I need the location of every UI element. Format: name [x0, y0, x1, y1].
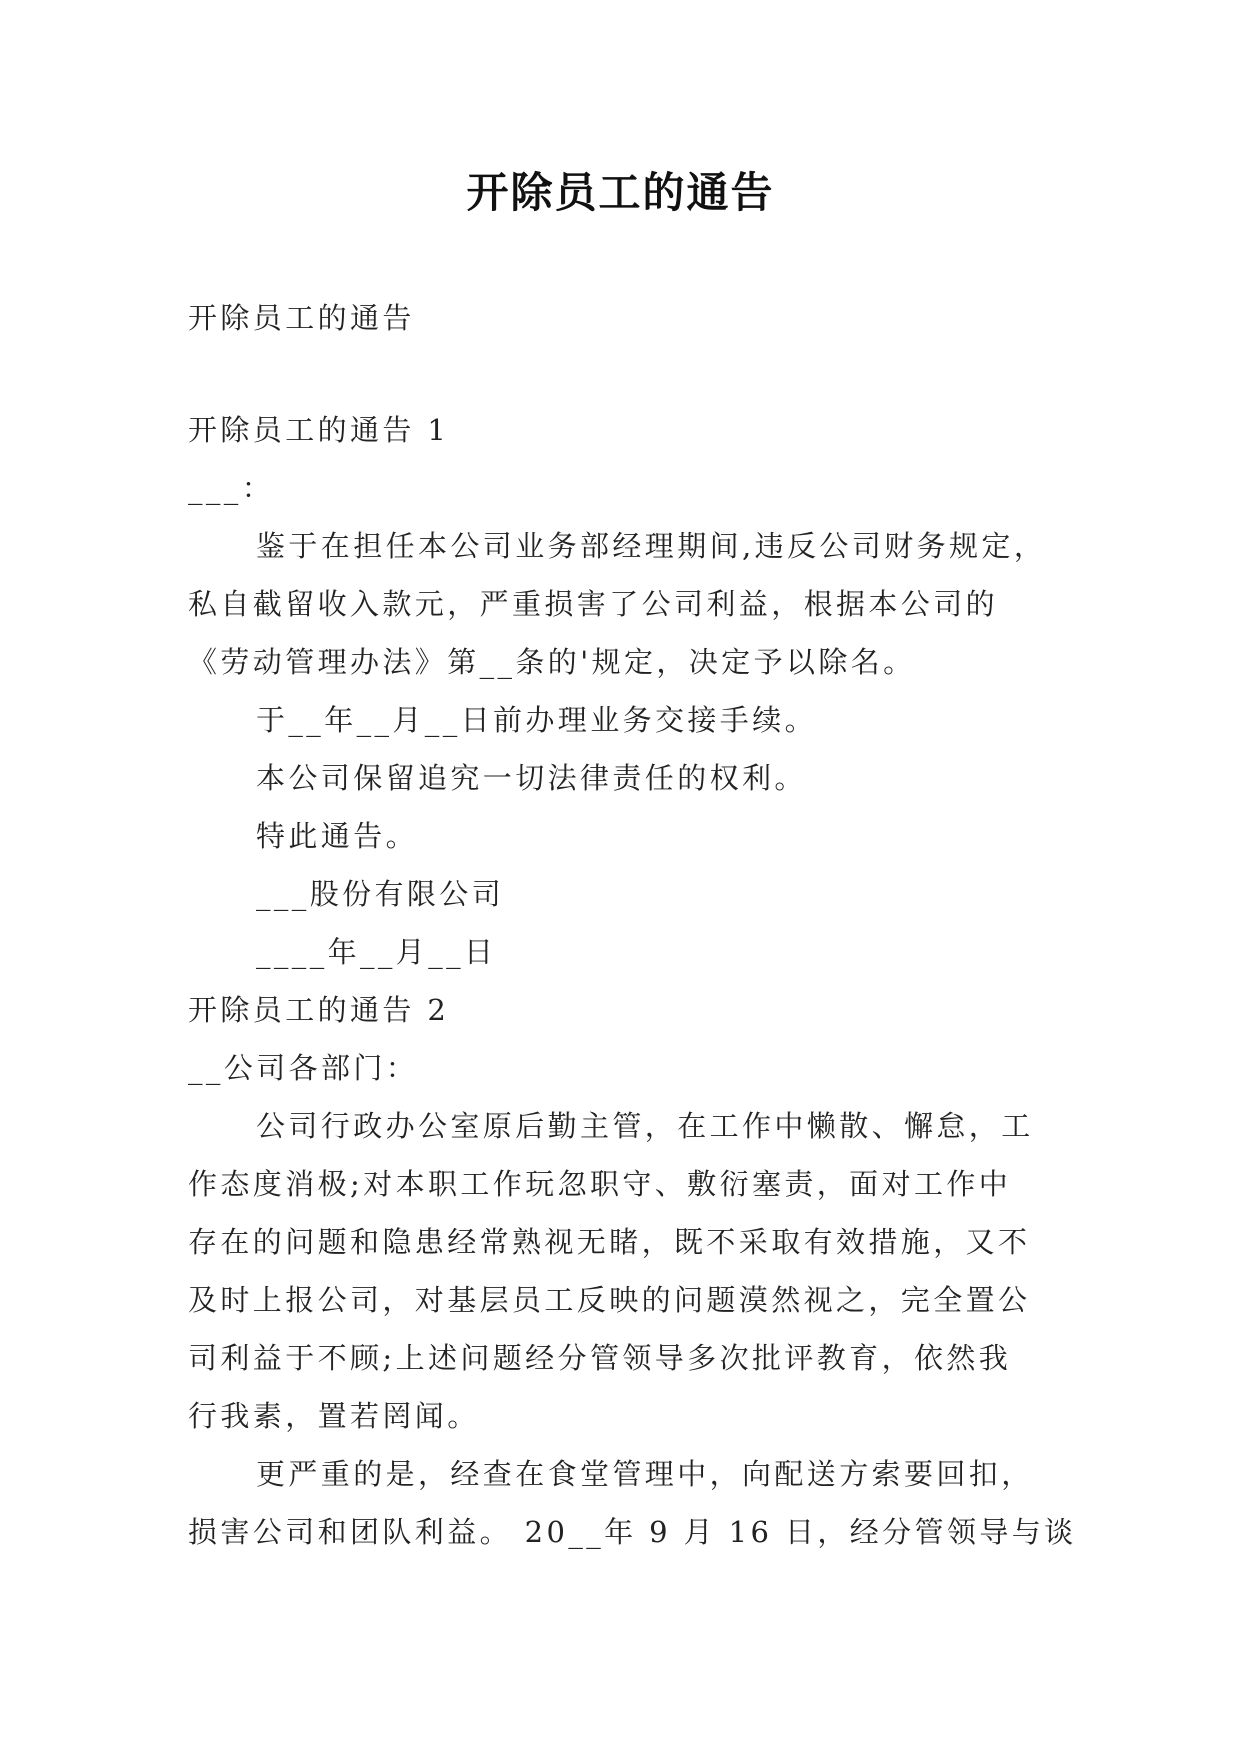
section-heading-2: 开除员工的通告 2 — [188, 993, 450, 1027]
salutation-2: __公司各部门： — [188, 1051, 419, 1085]
paragraph-line: 私自截留收入款元，严重损害了公司利益，根据本公司的 — [188, 587, 999, 621]
section-heading-1: 开除员工的通告 1 — [188, 413, 450, 447]
paragraph-line: 司利益于不顾;上述问题经分管领导多次批评教育，依然我 — [188, 1341, 1012, 1375]
paragraph-line: 鉴于在担任本公司业务部经理期间,违反公司财务规定， — [256, 529, 1047, 563]
signature-date: ____年__月__日 — [256, 935, 497, 969]
paragraph-line: 行我素，置若罔闻。 — [188, 1399, 480, 1433]
subtitle: 开除员工的通告 — [188, 301, 415, 335]
paragraph-line: 本公司保留追究一切法律责任的权利。 — [256, 761, 807, 795]
document-title: 开除员工的通告 — [466, 168, 775, 217]
paragraph-line: 存在的问题和隐患经常熟视无睹，既不采取有效措施，又不 — [188, 1225, 1031, 1259]
paragraph-line: 《劳动管理办法》第__条的'规定，决定予以除名。 — [188, 645, 916, 679]
paragraph-line: 作态度消极;对本职工作玩忽职守、敷衍塞责，面对工作中 — [188, 1167, 1012, 1201]
salutation-1: ___： — [188, 471, 275, 505]
signature-company: ___股份有限公司 — [256, 877, 505, 911]
paragraph-line: 及时上报公司，对基层员工反映的问题漠然视之，完全置公 — [188, 1283, 1031, 1317]
closing-line: 特此通告。 — [256, 819, 419, 853]
paragraph-line: 损害公司和团队利益。 20__年 9 月 16 日，经分管领导与谈 — [188, 1515, 1077, 1549]
paragraph-line: 更严重的是，经查在食堂管理中，向配送方索要回扣， — [256, 1457, 1034, 1491]
paragraph-line: 于__年__月__日前办理业务交接手续。 — [256, 703, 818, 737]
paragraph-line: 公司行政办公室原后勤主管，在工作中懒散、懈怠，工 — [256, 1109, 1034, 1143]
